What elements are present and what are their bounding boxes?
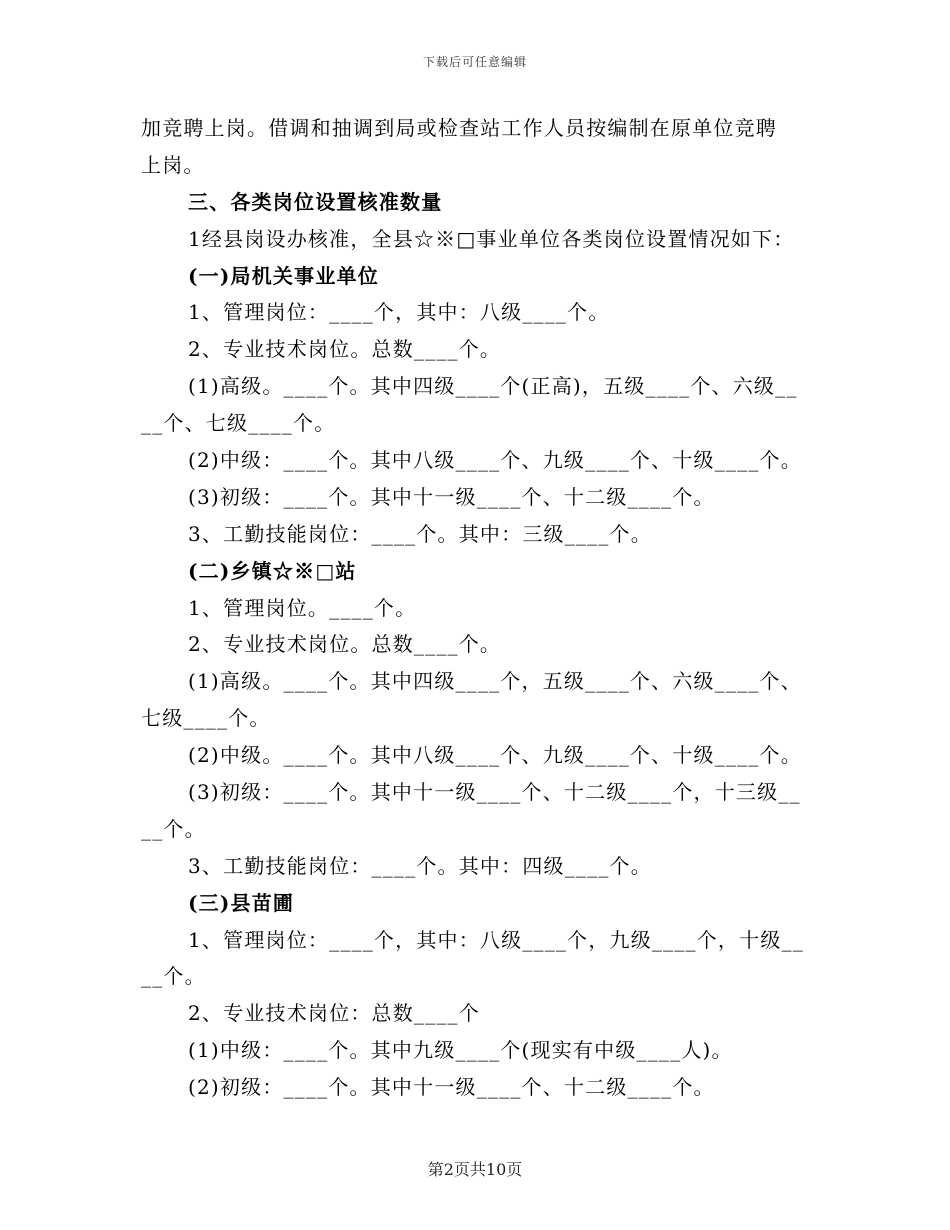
paragraph-line: 3、工勤技能岗位：____个。其中：四级____个。 bbox=[188, 853, 652, 878]
section-heading: (二)乡镇☆※□站 bbox=[188, 558, 357, 583]
section-heading: 三、各类岗位设置核准数量 bbox=[188, 189, 443, 214]
document-body bbox=[141, 110, 811, 1106]
paragraph-line: 2、专业技术岗位：总数____个 bbox=[188, 1001, 480, 1026]
paragraph-line: __个。 bbox=[141, 964, 206, 989]
page-footer-number: 第2页共10页 bbox=[427, 1160, 523, 1179]
paragraph-line: 七级____个。 bbox=[141, 706, 271, 731]
paragraph-line: (1)高级。____个。其中四级____个(正高)，五级____个、六级__ bbox=[188, 374, 798, 399]
paragraph-line: 1经县岗设办核准，全县☆※□事业单位各类岗位设置情况如下： bbox=[188, 226, 795, 251]
paragraph-line: 2、专业技术岗位。总数____个。 bbox=[188, 337, 502, 362]
paragraph-line: 1、管理岗位：____个，其中：八级____个。 bbox=[188, 300, 610, 325]
section-heading: (三)县苗圃 bbox=[188, 890, 295, 915]
paragraph-line: (3)初级：____个。其中十一级____个、十二级____个，十三级__ bbox=[188, 780, 801, 805]
paragraph-line: 1、管理岗位。____个。 bbox=[188, 595, 417, 620]
page-header-note: 下载后可任意编辑 bbox=[422, 55, 527, 69]
paragraph-line: 1、管理岗位：____个，其中：八级____个，九级____个，十级__ bbox=[188, 927, 804, 952]
paragraph-line: 上岗。 bbox=[141, 152, 205, 177]
paragraph-line: 3、工勤技能岗位：____个。其中：三级____个。 bbox=[188, 521, 652, 546]
paragraph-line: (2)中级。____个。其中八级____个、九级____个、十级____个。 bbox=[188, 743, 802, 768]
section-heading: (一)局机关事业单位 bbox=[188, 263, 379, 288]
paragraph-line: (2)初级：____个。其中十一级____个、十二级____个。 bbox=[188, 1075, 715, 1100]
paragraph-line: __个、七级____个。 bbox=[141, 411, 336, 436]
paragraph-line: (3)初级：____个。其中十一级____个、十二级____个。 bbox=[188, 484, 715, 509]
paragraph-line: (1)中级：____个。其中九级____个(现实有中级____人)。 bbox=[188, 1038, 733, 1063]
paragraph-line: __个。 bbox=[141, 816, 206, 841]
paragraph-line: (1)高级。____个。其中四级____个，五级____个、六级____个、 bbox=[188, 669, 802, 694]
paragraph-line: 加竞聘上岗。借调和抽调到局或检查站工作人员按编制在原单位竞聘 bbox=[141, 116, 777, 140]
paragraph-line: 2、专业技术岗位。总数____个。 bbox=[188, 632, 502, 657]
paragraph-line: (2)中级：____个。其中八级____个、九级____个、十级____个。 bbox=[188, 448, 802, 473]
